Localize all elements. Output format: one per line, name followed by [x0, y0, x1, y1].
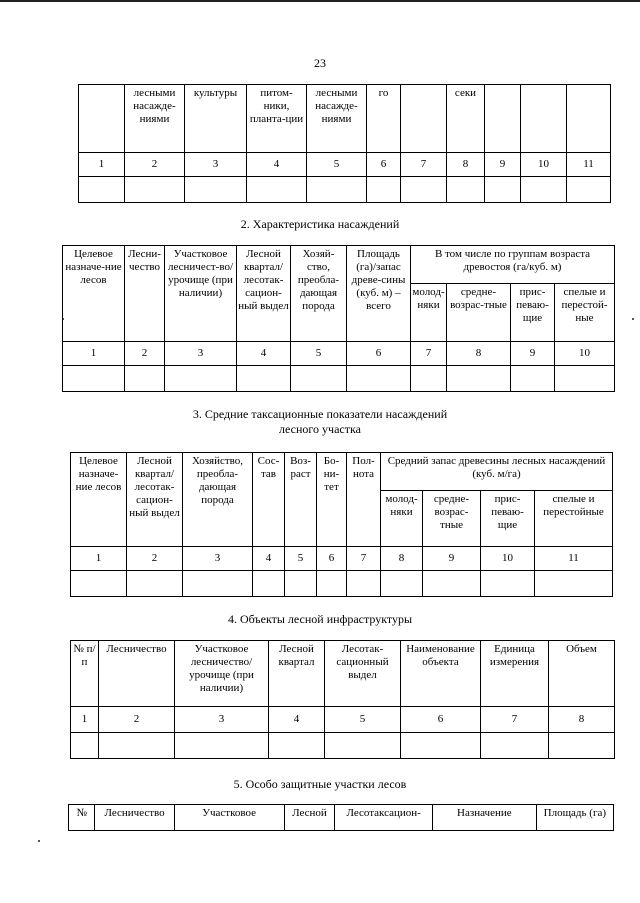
column-number: 10 [555, 342, 615, 366]
column-number: 3 [183, 547, 253, 571]
column-number: 1 [71, 707, 99, 733]
infrastructure-table [70, 640, 615, 759]
column-number: 1 [63, 342, 125, 366]
column-number: 5 [307, 153, 367, 177]
column-header: Единица измерения [481, 641, 549, 707]
cell: лесными насажде-ниями [125, 85, 185, 153]
cell [521, 85, 567, 153]
column-header: Наименование объекта [401, 641, 481, 707]
column-number: 3 [175, 707, 269, 733]
column-number: 6 [347, 342, 411, 366]
column-number: 7 [347, 547, 381, 571]
column-number: 7 [481, 707, 549, 733]
number-row [71, 547, 613, 571]
page-number: 23 [314, 56, 326, 70]
column-header: Лесничество [95, 805, 174, 831]
protected-areas-table [68, 804, 614, 831]
column-number: 6 [401, 707, 481, 733]
column-number: 6 [317, 547, 347, 571]
column-header: Лесной квартал/ лесотак-сацион-ный выдел [237, 246, 291, 342]
scan-speck [632, 318, 634, 320]
empty-row [71, 571, 613, 597]
taxation-indicators-table [70, 452, 613, 597]
column-header: Площадь (га) [536, 805, 613, 831]
column-header: Лесной [284, 805, 335, 831]
cell: культуры [185, 85, 247, 153]
sub-header: спелые и перестой-ные [555, 284, 615, 342]
column-number: 5 [325, 707, 401, 733]
column-number: 2 [127, 547, 183, 571]
column-number: 9 [485, 153, 521, 177]
column-number: 9 [423, 547, 481, 571]
column-header: Сос-тав [253, 453, 285, 547]
header-row [79, 85, 611, 153]
column-number: 4 [269, 707, 325, 733]
number-row [71, 707, 615, 733]
column-number: 8 [447, 342, 511, 366]
column-header: Площадь (га)/запас древе-сины (куб. м) – всего [347, 246, 411, 342]
column-number: 11 [535, 547, 613, 571]
sub-header: прис-певаю-щие [481, 491, 535, 547]
column-number: 4 [237, 342, 291, 366]
scan-speck [38, 840, 40, 842]
cell [79, 85, 125, 153]
sub-header: средне-возрас-тные [447, 284, 511, 342]
column-number: 10 [521, 153, 567, 177]
column-number: 4 [247, 153, 307, 177]
column-header: Целевое назначе-ние лесов [71, 453, 127, 547]
column-number: 3 [185, 153, 247, 177]
column-number: 7 [411, 342, 447, 366]
sub-header: средне-возрас-тные [423, 491, 481, 547]
column-number: 7 [401, 153, 447, 177]
cell: лесными насажде-ниями [307, 85, 367, 153]
column-header: Лесотаксацион- [335, 805, 433, 831]
sub-header: молод-няки [411, 284, 447, 342]
column-header: Объем [549, 641, 615, 707]
section-title-line2: лесного участка [279, 422, 361, 436]
column-number: 2 [99, 707, 175, 733]
column-header: Лесной квартал [269, 641, 325, 707]
column-number: 9 [511, 342, 555, 366]
cell: питом-ники, планта-ции [247, 85, 307, 153]
column-number: 1 [79, 153, 125, 177]
column-header: Хозяй-ство, преобла-дающая порода [291, 246, 347, 342]
cell [567, 85, 611, 153]
column-header: Целевое назначе-ние лесов [63, 246, 125, 342]
section-title: 5. Особо защитные участки лесов [233, 777, 407, 791]
empty-row [71, 733, 615, 759]
column-header: № п/п [71, 641, 99, 707]
empty-row [79, 177, 611, 203]
column-number: 2 [125, 153, 185, 177]
column-header: Хозяйство, преобла-дающая порода [183, 453, 253, 547]
column-number: 8 [381, 547, 423, 571]
column-number: 5 [285, 547, 317, 571]
section-title: 4. Объекты лесной инфраструктуры [227, 612, 413, 626]
column-number: 10 [481, 547, 535, 571]
column-header: Назначение [432, 805, 536, 831]
column-header: Лесотак-сационный выдел [325, 641, 401, 707]
sub-header: прис-певаю-щие [511, 284, 555, 342]
number-row [79, 153, 611, 177]
scan-top-border [0, 0, 640, 2]
continuation-table [78, 84, 611, 203]
column-header: № [69, 805, 95, 831]
column-number: 11 [567, 153, 611, 177]
section-title: 3. Средние таксационные показатели насаждений [192, 407, 448, 421]
group-header: В том числе по группам возраста древостоя (га/куб. м) [411, 246, 615, 284]
cell: го [367, 85, 401, 153]
column-header: Пол-нота [347, 453, 381, 547]
column-header: Лесни-чество [125, 246, 165, 342]
column-number: 8 [447, 153, 485, 177]
empty-row [63, 366, 615, 392]
column-number: 5 [291, 342, 347, 366]
sub-header: спелые и перестойные [535, 491, 613, 547]
sub-header: молод-няки [381, 491, 423, 547]
column-header: Участковое лесничест-во/урочище (при наличии) [165, 246, 237, 342]
column-number: 4 [253, 547, 285, 571]
group-header: Средний запас древесины лесных насаждений (куб. м/га) [381, 453, 613, 491]
number-row [63, 342, 615, 366]
column-header: Воз-раст [285, 453, 317, 547]
column-number: 6 [367, 153, 401, 177]
cell [401, 85, 447, 153]
column-header: Участковое лесничество/ урочище (при наличии) [175, 641, 269, 707]
column-number: 1 [71, 547, 127, 571]
stands-characteristics-table [62, 245, 615, 392]
column-number: 2 [125, 342, 165, 366]
column-header: Лесной квартал/ лесотак-сацион-ный выдел [127, 453, 183, 547]
column-header: Бо-ни-тет [317, 453, 347, 547]
column-header: Лесничество [99, 641, 175, 707]
cell [485, 85, 521, 153]
section-title: 2. Характеристика насаждений [240, 217, 400, 231]
column-header: Участковое [174, 805, 284, 831]
column-number: 8 [549, 707, 615, 733]
cell: секи [447, 85, 485, 153]
column-number: 3 [165, 342, 237, 366]
